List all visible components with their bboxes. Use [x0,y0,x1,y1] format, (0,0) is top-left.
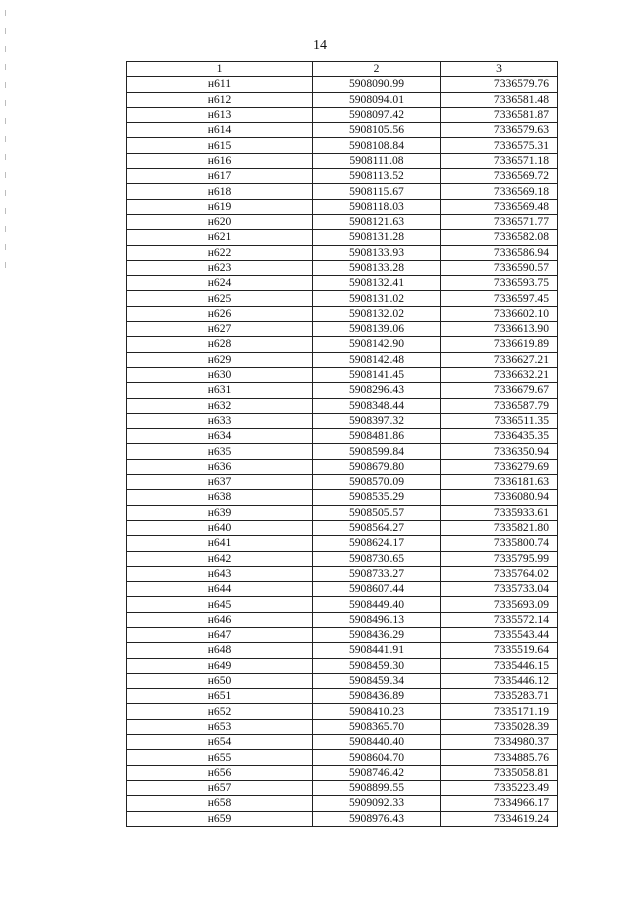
y-coordinate-cell: 7336571.18 [441,153,558,168]
x-coordinate-cell: 5908108.84 [313,138,441,153]
x-coordinate-cell: 5908132.41 [313,276,441,291]
y-coordinate-cell: 7336080.94 [441,490,558,505]
x-coordinate-cell: 5908410.23 [313,704,441,719]
x-coordinate-cell: 5908459.34 [313,673,441,688]
point-id-cell: н646 [127,612,313,627]
point-id-cell: н657 [127,780,313,795]
x-coordinate-cell: 5908111.08 [313,153,441,168]
coordinates-table [126,61,558,827]
y-coordinate-cell: 7336181.63 [441,475,558,490]
y-coordinate-cell: 7336569.18 [441,184,558,199]
x-coordinate-cell: 5908113.52 [313,169,441,184]
x-coordinate-cell: 5908365.70 [313,719,441,734]
point-id-cell: н627 [127,322,313,337]
y-coordinate-cell: 7336597.45 [441,291,558,306]
point-id-cell: н649 [127,658,313,673]
y-coordinate-cell: 7336586.94 [441,245,558,260]
y-coordinate-cell: 7336579.63 [441,123,558,138]
point-id-cell: н625 [127,291,313,306]
table-row [127,811,558,826]
y-coordinate-cell: 7336613.90 [441,322,558,337]
point-id-cell: н621 [127,230,313,245]
table-row [127,92,558,107]
x-coordinate-cell: 5908481.86 [313,429,441,444]
x-coordinate-cell: 5908604.70 [313,750,441,765]
x-coordinate-cell: 5908094.01 [313,92,441,107]
table-row [127,214,558,229]
table-row [127,719,558,734]
table-row [127,566,558,581]
x-coordinate-cell: 5908440.40 [313,735,441,750]
point-id-cell: н647 [127,627,313,642]
y-coordinate-cell: 7336590.57 [441,260,558,275]
table-row [127,153,558,168]
y-coordinate-cell: 7336435.35 [441,429,558,444]
x-coordinate-cell: 5908570.09 [313,475,441,490]
table-row [127,367,558,382]
point-id-cell: н648 [127,643,313,658]
table-row [127,735,558,750]
table-header-row [127,62,558,77]
y-coordinate-cell: 7335572.14 [441,612,558,627]
table-row [127,398,558,413]
y-coordinate-cell: 7336581.48 [441,92,558,107]
point-id-cell: н641 [127,536,313,551]
y-coordinate-cell: 7335223.49 [441,780,558,795]
x-coordinate-cell: 5908679.80 [313,459,441,474]
y-coordinate-cell: 7334885.76 [441,750,558,765]
y-coordinate-cell: 7335764.02 [441,566,558,581]
point-id-cell: н632 [127,398,313,413]
y-coordinate-cell: 7336627.21 [441,352,558,367]
y-coordinate-cell: 7336279.69 [441,459,558,474]
table-row [127,505,558,520]
point-id-cell: н643 [127,566,313,581]
x-coordinate-cell: 5909092.33 [313,796,441,811]
point-id-cell: н617 [127,169,313,184]
table-row [127,77,558,92]
table-row [127,582,558,597]
point-id-cell: н619 [127,199,313,214]
table-row [127,123,558,138]
table-row [127,551,558,566]
x-coordinate-cell: 5908535.29 [313,490,441,505]
y-coordinate-cell: 7336571.77 [441,214,558,229]
point-id-cell: н629 [127,352,313,367]
x-coordinate-cell: 5908097.42 [313,107,441,122]
y-coordinate-cell: 7336569.48 [441,199,558,214]
x-coordinate-cell: 5908459.30 [313,658,441,673]
y-coordinate-cell: 7335519.64 [441,643,558,658]
column-header-y: 3 [441,62,558,77]
x-coordinate-cell: 5908976.43 [313,811,441,826]
x-coordinate-cell: 5908397.32 [313,413,441,428]
x-coordinate-cell: 5908733.27 [313,566,441,581]
point-id-cell: н650 [127,673,313,688]
x-coordinate-cell: 5908131.02 [313,291,441,306]
table-row [127,230,558,245]
x-coordinate-cell: 5908441.91 [313,643,441,658]
table-row [127,612,558,627]
table-row [127,520,558,535]
point-id-cell: н611 [127,77,313,92]
point-id-cell: н623 [127,260,313,275]
y-coordinate-cell: 7335800.74 [441,536,558,551]
x-coordinate-cell: 5908607.44 [313,582,441,597]
table-row [127,107,558,122]
y-coordinate-cell: 7335058.81 [441,765,558,780]
x-coordinate-cell: 5908730.65 [313,551,441,566]
x-coordinate-cell: 5908142.48 [313,352,441,367]
table-row [127,475,558,490]
x-coordinate-cell: 5908348.44 [313,398,441,413]
y-coordinate-cell: 7335446.12 [441,673,558,688]
x-coordinate-cell: 5908105.56 [313,123,441,138]
table-row [127,627,558,642]
table-row [127,291,558,306]
x-coordinate-cell: 5908141.45 [313,367,441,382]
x-coordinate-cell: 5908564.27 [313,520,441,535]
point-id-cell: н651 [127,689,313,704]
y-coordinate-cell: 7334980.37 [441,735,558,750]
column-header-point: 1 [127,62,313,77]
y-coordinate-cell: 7336587.79 [441,398,558,413]
point-id-cell: н618 [127,184,313,199]
x-coordinate-cell: 5908118.03 [313,199,441,214]
table-row [127,780,558,795]
point-id-cell: н615 [127,138,313,153]
x-coordinate-cell: 5908132.02 [313,306,441,321]
point-id-cell: н626 [127,306,313,321]
table-row [127,245,558,260]
table-row [127,597,558,612]
column-header-x: 2 [313,62,441,77]
x-coordinate-cell: 5908133.93 [313,245,441,260]
table-row [127,199,558,214]
x-coordinate-cell: 5908899.55 [313,780,441,795]
point-id-cell: н656 [127,765,313,780]
point-id-cell: н653 [127,719,313,734]
x-coordinate-cell: 5908142.90 [313,337,441,352]
table-row [127,459,558,474]
point-id-cell: н624 [127,276,313,291]
y-coordinate-cell: 7336350.94 [441,444,558,459]
point-id-cell: н642 [127,551,313,566]
y-coordinate-cell: 7336632.21 [441,367,558,382]
table-row [127,490,558,505]
point-id-cell: н652 [127,704,313,719]
table-row [127,260,558,275]
y-coordinate-cell: 7335028.39 [441,719,558,734]
x-coordinate-cell: 5908599.84 [313,444,441,459]
y-coordinate-cell: 7335283.71 [441,689,558,704]
y-coordinate-cell: 7334619.24 [441,811,558,826]
x-coordinate-cell: 5908746.42 [313,765,441,780]
y-coordinate-cell: 7335446.15 [441,658,558,673]
point-id-cell: н633 [127,413,313,428]
table-row [127,169,558,184]
x-coordinate-cell: 5908090.99 [313,77,441,92]
y-coordinate-cell: 7336511.35 [441,413,558,428]
x-coordinate-cell: 5908131.28 [313,230,441,245]
table-row [127,704,558,719]
point-id-cell: н654 [127,735,313,750]
point-id-cell: н620 [127,214,313,229]
point-id-cell: н638 [127,490,313,505]
table-row [127,689,558,704]
y-coordinate-cell: 7335733.04 [441,582,558,597]
table-row [127,658,558,673]
table-row [127,413,558,428]
point-id-cell: н616 [127,153,313,168]
table-row [127,383,558,398]
x-coordinate-cell: 5908436.89 [313,689,441,704]
x-coordinate-cell: 5908624.17 [313,536,441,551]
point-id-cell: н636 [127,459,313,474]
table-row [127,796,558,811]
x-coordinate-cell: 5908133.28 [313,260,441,275]
point-id-cell: н644 [127,582,313,597]
x-coordinate-cell: 5908436.29 [313,627,441,642]
y-coordinate-cell: 7336575.31 [441,138,558,153]
page-number: 14 [313,38,327,53]
x-coordinate-cell: 5908296.43 [313,383,441,398]
y-coordinate-cell: 7336602.10 [441,306,558,321]
point-id-cell: н655 [127,750,313,765]
table-row [127,138,558,153]
table-row [127,765,558,780]
point-id-cell: н637 [127,475,313,490]
table-row [127,184,558,199]
y-coordinate-cell: 7335933.61 [441,505,558,520]
y-coordinate-cell: 7336593.75 [441,276,558,291]
table-row [127,444,558,459]
point-id-cell: н639 [127,505,313,520]
point-id-cell: н622 [127,245,313,260]
table-row [127,429,558,444]
table-body [127,77,558,827]
table-row [127,306,558,321]
point-id-cell: н634 [127,429,313,444]
point-id-cell: н635 [127,444,313,459]
y-coordinate-cell: 7336581.87 [441,107,558,122]
x-coordinate-cell: 5908139.06 [313,322,441,337]
y-coordinate-cell: 7335543.44 [441,627,558,642]
table-row [127,337,558,352]
point-id-cell: н658 [127,796,313,811]
y-coordinate-cell: 7335171.19 [441,704,558,719]
y-coordinate-cell: 7334966.17 [441,796,558,811]
table-row [127,673,558,688]
table-row [127,536,558,551]
y-coordinate-cell: 7335821.80 [441,520,558,535]
x-coordinate-cell: 5908121.63 [313,214,441,229]
table-row [127,643,558,658]
x-coordinate-cell: 5908115.67 [313,184,441,199]
y-coordinate-cell: 7336619.89 [441,337,558,352]
table-row [127,276,558,291]
table-row [127,352,558,367]
x-coordinate-cell: 5908496.13 [313,612,441,627]
point-id-cell: н613 [127,107,313,122]
y-coordinate-cell: 7336679.67 [441,383,558,398]
point-id-cell: н628 [127,337,313,352]
x-coordinate-cell: 5908505.57 [313,505,441,520]
point-id-cell: н645 [127,597,313,612]
y-coordinate-cell: 7336582.08 [441,230,558,245]
x-coordinate-cell: 5908449.40 [313,597,441,612]
point-id-cell: н614 [127,123,313,138]
table-row [127,322,558,337]
point-id-cell: н630 [127,367,313,382]
y-coordinate-cell: 7336569.72 [441,169,558,184]
point-id-cell: н659 [127,811,313,826]
y-coordinate-cell: 7336579.76 [441,77,558,92]
point-id-cell: н640 [127,520,313,535]
y-coordinate-cell: 7335795.99 [441,551,558,566]
table-row [127,750,558,765]
point-id-cell: н612 [127,92,313,107]
point-id-cell: н631 [127,383,313,398]
y-coordinate-cell: 7335693.09 [441,597,558,612]
